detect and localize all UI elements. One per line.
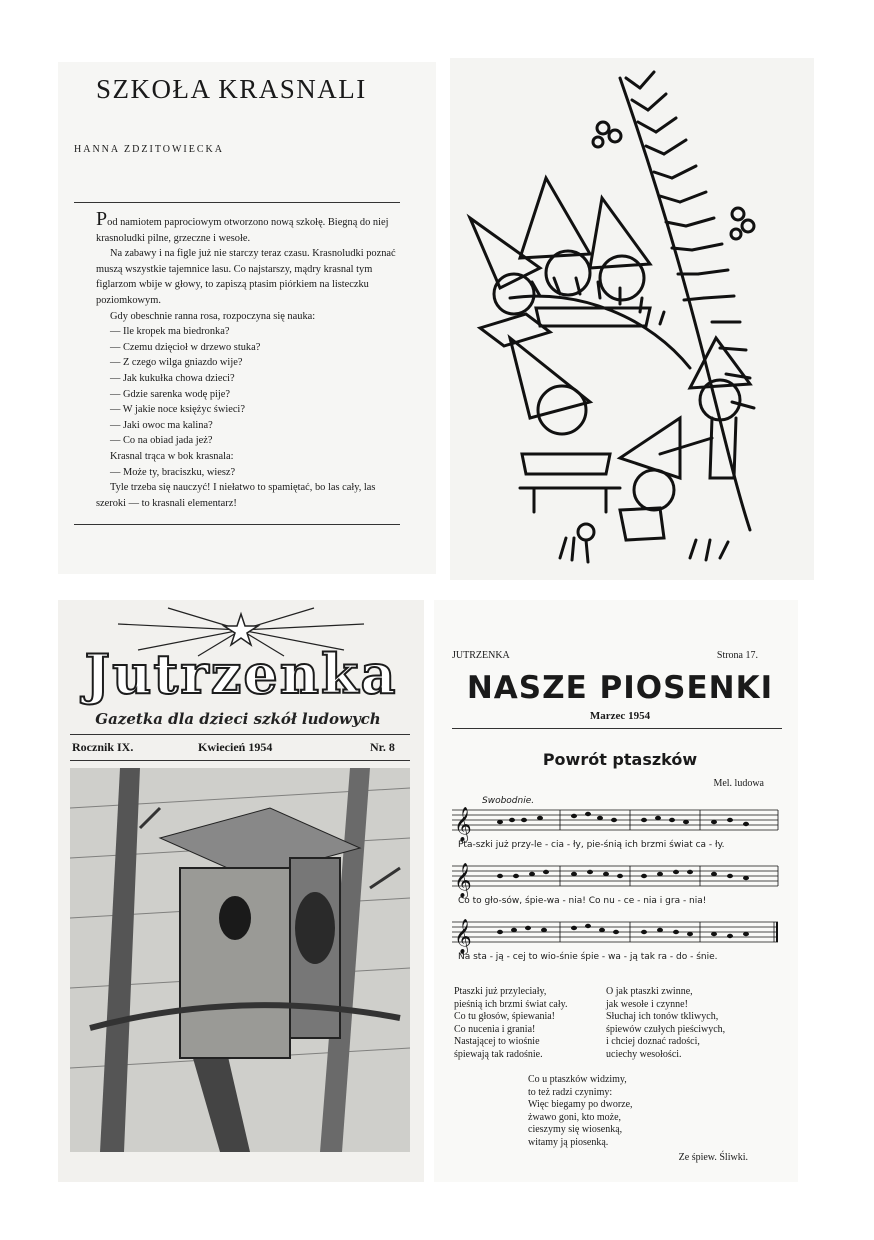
flower: [578, 524, 594, 540]
question-line: — Co na obiad jada jeż?: [110, 435, 213, 447]
birdhouse-illustration: [70, 768, 410, 1152]
gnomes-illustration: [450, 58, 814, 580]
stanza-1: Ptaszki już przyleciały, pieśnią ich brzmi świat cały. Co tu głosów, śpiewania! Co nucenia i grania! Nastającej to wiośnie śpiewają tak radośnie.: [454, 986, 568, 1060]
melody-note: Mel. ludowa: [713, 778, 764, 789]
gnome-drawing: [450, 58, 814, 580]
song-page: [434, 600, 798, 1182]
story-title: SZKOŁA KRASNALI: [96, 74, 367, 104]
story-page: [58, 62, 436, 574]
stanza-2: O jak ptaszki zwinne, jak wesołe i czynne! Słuchaj ich tonów tkliwych, śpiewów czułych pieściwych, i chciej doznać radości, uciechy wesołości.: [606, 986, 726, 1060]
question-line: — Jaki owoc ma kalina?: [110, 419, 213, 431]
gnome-head: [600, 256, 644, 300]
story-paragraph: Krasnal trąca w bok krasnala:: [110, 450, 234, 462]
lyric-line-1: Pta-szki już przy-le - cia - ły, pie-śnią ich brzmi świat ca - ły.: [458, 840, 725, 850]
cover-rule: [70, 760, 410, 761]
story-paragraph: Pod namiotem paprociowym otworzono nową szkołę. Biegną do niej krasnoludki pilne, grzeczne i wesołe.: [96, 208, 389, 244]
story-paragraph: Na zabawy i na figle już nie starczy teraz czasu. Krasnoludki poznać muszą wszystkie tajemnice lasu. Co najstarszy, mądry krasnal tym figlarzom wbije w głowy, to zapiszą ptasim piórkiem na listeczku poziomkowym.: [96, 248, 396, 306]
cover-subtitle: Gazetka dla dzieci szkół ludowych: [95, 710, 381, 728]
question-line: — Z czego wilga gniazdo wije?: [110, 357, 243, 369]
fern-stem: [620, 78, 750, 530]
note-heads: [497, 812, 749, 938]
gnome-hat: [520, 178, 590, 258]
question-line: — Gdzie sarenka wodę pije?: [110, 388, 231, 400]
tempo-mark: Swobodnie.: [482, 796, 535, 806]
question-line: — Ile kropek ma biedronka?: [110, 326, 230, 338]
story-author: HANNA ZDZITOWIECKA: [74, 144, 224, 155]
lyric-line-3: Na sta - ją - cej to wio-śnie śpie - wa - ją tak ra - do - śnie.: [458, 952, 718, 962]
gnome-book: [620, 508, 664, 540]
grass: [560, 538, 728, 562]
issue-date: Kwiecień 1954: [198, 740, 273, 754]
dropcap: P: [96, 208, 108, 230]
treble-clef-icon: 𝄞: [454, 919, 472, 954]
issue-number: Nr. 8: [370, 740, 395, 754]
question-line: — Jak kukułka chowa dzieci?: [110, 372, 235, 384]
bottom-rule: [74, 524, 400, 525]
stanza-3: Co u ptaszków widzimy, to też radzi czynimy: Więc biegamy po dworze, żwawo goni, kto może, cieszymy się wiosenką, witamy ją piosenką.: [528, 1074, 633, 1148]
gnome-hat: [510, 338, 590, 418]
bench: [536, 308, 650, 326]
song-source: Ze śpiew. Śliwki.: [678, 1152, 748, 1163]
masthead: Jutrzenka: [84, 642, 398, 706]
story-paragraph: Tyle trzeba się nauczyć! I niełatwo to spamiętać, bo las cały, las szeroki — to krasnali elementarz!: [96, 482, 376, 509]
treble-clef-icon: 𝄞: [454, 863, 472, 898]
running-head: JUTRZENKA: [452, 650, 510, 661]
bench: [520, 488, 620, 512]
song-title: Powrót ptaszków: [542, 750, 698, 769]
story-paragraph: — Może ty, braciszku, wiesz?: [110, 466, 236, 478]
fern-leaves-left: [626, 78, 704, 300]
story-paragraph: Gdy obeschnie ranna rosa, rozpoczyna się nauka:: [110, 310, 316, 322]
cover-rule: [70, 734, 410, 735]
volume-label: Rocznik IX.: [72, 740, 134, 754]
question-line: — Czemu dzięcioł w drzewo stuka?: [110, 341, 261, 353]
page-number: Strona 17.: [716, 650, 758, 661]
music-staves: [450, 790, 780, 970]
top-rule: [74, 202, 400, 203]
open-book: [522, 454, 610, 474]
section-title: NASZE PIOSENKI: [466, 670, 774, 706]
magazine-cover: [58, 600, 424, 1182]
header-rule: [452, 728, 782, 729]
lyric-line-2: Co to gło-sów, śpie-wa - nia! Co nu - ce - nia i gra - nia!: [458, 896, 707, 906]
question-line: — W jakie noce księżyc świeci?: [110, 404, 245, 416]
section-date: Marzec 1954: [589, 710, 651, 722]
treble-clef-icon: 𝄞: [454, 807, 472, 842]
story-text: [96, 208, 404, 511]
gnome-head: [546, 251, 590, 295]
